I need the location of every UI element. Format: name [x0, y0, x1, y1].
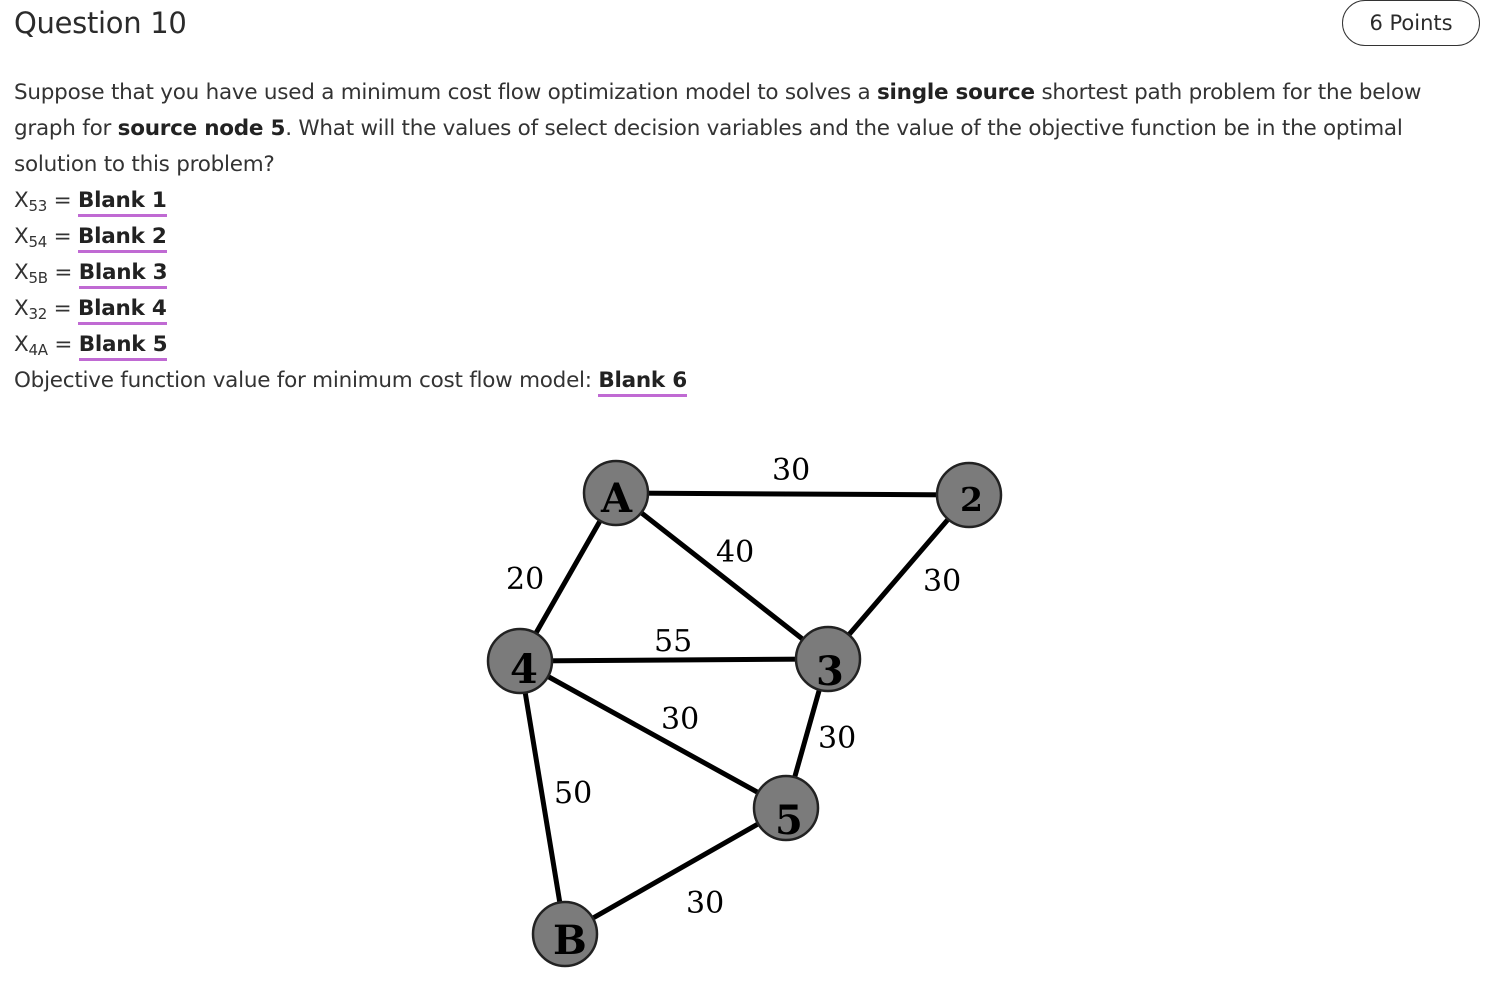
node-label-b: B: [553, 917, 587, 964]
blank-1[interactable]: Blank 1: [78, 188, 167, 217]
variable-row-x5b: $X_{5B}$ = Blank 3: [14, 260, 168, 287]
edge-label-3-5: 30: [818, 721, 857, 756]
node-3: [796, 627, 860, 695]
variable-label: $X_{53}$: [14, 188, 48, 215]
node-a: [584, 461, 648, 525]
edge-a-3: [616, 493, 828, 659]
node-4: [488, 629, 552, 693]
edge-label-a-4: 20: [506, 562, 545, 597]
question-title: Question 10: [14, 6, 187, 40]
blank-6[interactable]: Blank 6: [598, 368, 687, 397]
node-label-4: 4: [510, 646, 538, 693]
edge-5-b: [565, 808, 786, 934]
edge-label-2-3: 30: [923, 564, 962, 599]
variable-row-x53: $X_{53}$ = Blank 1: [14, 188, 167, 215]
edge-label-4-b: 50: [554, 776, 593, 811]
variable-label: $X_{32}$: [14, 296, 48, 323]
variable-row-x4a: $X_{4A}$ = Blank 5: [14, 332, 168, 359]
node-5: [754, 776, 818, 844]
node-label-a: A: [601, 475, 633, 522]
node-label-2: 2: [960, 480, 983, 519]
node-b: [533, 902, 597, 966]
blank-3[interactable]: Blank 3: [79, 260, 168, 289]
edge-label-4-5: 30: [661, 702, 700, 737]
variable-row-x54: $X_{54}$ = Blank 2: [14, 224, 167, 251]
blank-4[interactable]: Blank 4: [78, 296, 167, 325]
variable-row-x32: $X_{32}$ = Blank 4: [14, 296, 167, 323]
blank-2[interactable]: Blank 2: [78, 224, 167, 253]
node-label-3: 3: [816, 648, 844, 695]
node-2: [937, 463, 1001, 527]
edge-label-a-3: 40: [716, 535, 755, 570]
edge-label-4-3: 55: [654, 624, 693, 659]
points-badge: 6 Points: [1342, 0, 1480, 46]
node-label-5: 5: [775, 797, 803, 844]
edge-a-2: [616, 493, 969, 495]
question-prompt: Suppose that you have used a minimum cost flow optimization model to solves a single source shortest path problem for the below graph for source node 5. What will the values of select decision variables and the value of the objective function be in the optimal solution to this problem?: [14, 80, 1422, 177]
variable-label: $X_{4A}$: [14, 332, 48, 359]
edge-label-a-2: 30: [772, 453, 811, 488]
edge-label-5-b: 30: [686, 886, 725, 921]
edge-4-3: [520, 659, 828, 661]
variable-label: $X_{54}$: [14, 224, 48, 251]
blank-5[interactable]: Blank 5: [79, 332, 168, 361]
variable-label: $X_{5B}$: [14, 260, 48, 287]
objective-label: Objective function value for minimum cost flow model:: [14, 368, 599, 393]
